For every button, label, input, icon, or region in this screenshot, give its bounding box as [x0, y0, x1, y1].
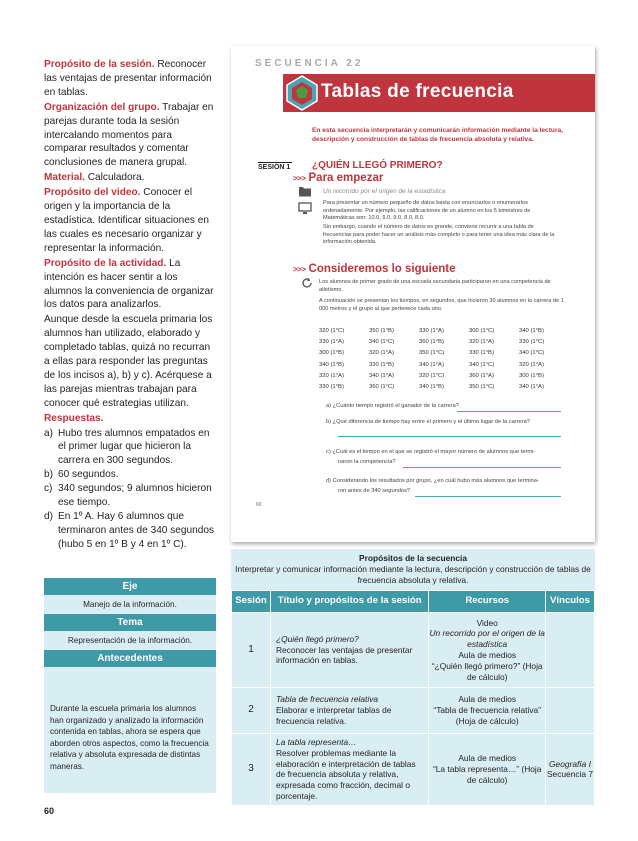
- info-box: [44, 578, 216, 793]
- question-d-1: d) Considerando los resultados por grupo, ¿en cuál hubo más alumnos que termina-: [326, 478, 539, 484]
- sessions-table: [231, 590, 595, 806]
- table-row: [232, 613, 595, 688]
- page-title: Tablas de frecuencia: [321, 81, 514, 102]
- intro-text: En esta secuencia interpretarán y comunicarán información mediante la lectura, descripción y construcción de tablas de frecuencia absoluta y relativa.: [312, 127, 564, 143]
- resource-line: “Tabla de frecuencia relativa” (Hoja de cálculo): [433, 705, 541, 726]
- label-proposito-actividad: Propósito de la actividad.: [44, 257, 167, 269]
- refresh-icon: [301, 277, 313, 289]
- time-entry: 330 (1°B): [469, 350, 494, 357]
- time-entry: 340 (1°B): [319, 361, 344, 368]
- label-proposito-sesion: Propósito de la sesión.: [44, 59, 155, 70]
- paragraph-2: Sin embargo, cuando el número de datos es grande, conviene recurrir a una tabla de frecuencias para poder hacer un análisis más completo o para tener una idea más clara de la información obtenida.: [323, 224, 555, 246]
- answer-item: b) 60 segundos.: [44, 469, 119, 481]
- text-material: Calculadora.: [87, 172, 145, 184]
- time-entry: 320 (1°A): [319, 372, 344, 379]
- page-number: 60: [44, 806, 55, 816]
- label-organizacion: Organización del grupo.: [44, 101, 160, 113]
- text-proposito-actividad: La intención es hacer sentir a los alumnos la conveniencia de organizar los datos para analizarlos.: [44, 257, 214, 311]
- table-header-row: [232, 591, 595, 613]
- session-cell: [270, 613, 428, 688]
- text-proposito-video: Conocer el origen y la importancia de la estadística. Identificar situaciones en las cuales es necesario organizar y representar la información.: [44, 187, 209, 254]
- time-entry: 350 (1°C): [419, 350, 445, 357]
- time-entry: 330 (1°C): [519, 339, 545, 346]
- time-entry: 330 (1°B): [319, 383, 344, 390]
- resources-cell: [429, 734, 546, 806]
- computer-icon: [298, 202, 312, 215]
- time-entry: 340 (1°A): [519, 383, 544, 390]
- resources-cell: [429, 613, 546, 688]
- answer-line: [403, 467, 561, 468]
- question-c-2: naron la competencia?: [338, 459, 396, 465]
- paragraph-3: Los alumnos de primer grado de una escuela secundaria participaron en una competencia de atletismo.: [319, 279, 551, 293]
- time-entry: 360 (1°B): [419, 339, 444, 346]
- time-entry: 300 (1°B): [319, 350, 344, 357]
- resource-line: “¿Quién llegó primero?” (Hoja de cálculo): [431, 660, 543, 682]
- tema-header: Tema: [44, 614, 216, 631]
- sequence-table: [231, 549, 595, 806]
- session-cell: [270, 688, 428, 734]
- question-c-1: c) ¿Cuál es el tiempo en el que se registró el mayor número de alumnos que termi-: [326, 449, 536, 455]
- table-row: [232, 734, 595, 806]
- resource-line: Aula de medios: [458, 753, 517, 764]
- session-title: La tabla representa…: [275, 737, 357, 747]
- answer-line: [457, 411, 561, 412]
- time-entry: 360 (1°C): [369, 383, 395, 390]
- time-entry: 340 (1°C): [469, 361, 495, 368]
- header-titulo: Título y propósitos de la sesión: [270, 591, 428, 613]
- session-title: ¿QUIÉN LLEGÓ PRIMERO?: [312, 160, 443, 171]
- time-entry: 320 (1°C): [319, 328, 345, 334]
- time-entry: 330 (1°A): [319, 339, 344, 346]
- resource-line: Un recorrido por el origen de la estadística: [429, 628, 545, 650]
- session-number: 2: [232, 688, 271, 734]
- links-cell: [546, 688, 595, 734]
- session-title: Tabla de frecuencia relativa: [275, 694, 379, 705]
- header-vinculos: Vínculos: [546, 591, 595, 613]
- antecedentes-text: Durante la escuela primaria los alumnos han organizado y analizado la información contenida en tablas, ahora se espera que aborden otros aspectos, como la frecuencia relativa y absoluta expresada de distintas maneras.: [50, 704, 209, 771]
- answer-item: a) Hubo tres alumnos empatados en el primer lugar que hicieron la carrera en 300 segundos.: [44, 427, 210, 467]
- resource-line: Aula de medios: [458, 650, 517, 660]
- table-row: [232, 688, 595, 734]
- time-entry: 320 (1°A): [469, 339, 494, 346]
- time-entry: 350 (1°C): [469, 383, 495, 390]
- teacher-notes: [44, 58, 216, 552]
- eje-header: Eje: [44, 578, 216, 595]
- purposes-text: Interpretar y comunicar información mediante la lectura, descripción y construcción de tablas de frecuencia absoluta y relativa.: [235, 564, 591, 585]
- paragraph-1: Para presentar un número pequeño de datos basta con enunciarlos o enumerarlos ordenadamente. Por ejemplo, las calificaciones de un alumno en los 5 bimestres de Matemáticas son: 10.0, 9.0, 9.0, 8.0, 8.0.: [323, 200, 531, 222]
- purposes-title: Propósitos de la secuencia: [359, 553, 467, 563]
- time-entry: 330 (1°A): [419, 328, 444, 334]
- label-respuestas: Respuestas.: [44, 412, 104, 424]
- link-subject: Geografía I: [549, 758, 591, 769]
- session-description: Elaborar e interpretar tablas de frecuencia relativa.: [275, 705, 392, 726]
- time-entry: 340 (1°A): [419, 361, 444, 368]
- time-entry: 330 (1°B): [369, 361, 394, 368]
- question-a: a) ¿Cuánto tiempo registró el ganador de la carrera?: [326, 403, 459, 409]
- links-cell: [546, 613, 595, 688]
- time-entry: 360 (1°A): [469, 372, 494, 379]
- time-entry: 340 (1°A): [369, 372, 394, 379]
- session-cell: [270, 734, 428, 806]
- answer-item: c) 340 segundos; 9 alumnos hicieron ese tiempo.: [44, 483, 212, 509]
- resource-line: Video: [476, 617, 498, 628]
- times-data-grid: [319, 328, 569, 390]
- tema-text: Representación de la información.: [67, 636, 193, 645]
- time-entry: 340 (1°B): [519, 328, 544, 334]
- question-d-2: ron antes de 340 segundos?: [338, 488, 411, 494]
- time-entry: 300 (1°B): [519, 372, 544, 379]
- title-band: [283, 74, 595, 112]
- paragraph-4: A continuación se presentan los tiempos, en segundos, que hicieron 30 alumnos en la carrera de 1 000 metros y el grupo al que pertenece cada uno.: [319, 298, 564, 312]
- antecedentes-header: Antecedentes: [44, 650, 216, 667]
- sequence-label: SECUENCIA 22: [255, 58, 364, 69]
- header-sesion: Sesión: [232, 591, 271, 613]
- page-thumbnail: [231, 46, 595, 542]
- links-cell: [546, 734, 595, 806]
- answers-list: [44, 427, 216, 552]
- session-title: ¿Quién llegó primero?: [275, 633, 359, 644]
- section-para-empezar: >>> Para empezar: [293, 172, 384, 184]
- label-proposito-video: Propósito del video.: [44, 187, 141, 199]
- link-sequence: Secuencia 7: [546, 769, 594, 780]
- time-entry: 340 (1°C): [369, 339, 395, 346]
- session-label: SESIÓN 1: [258, 164, 291, 171]
- resources-cell: [429, 688, 546, 734]
- question-b: b) ¿Qué diferencia de tiempo hay entre el primero y el último lugar de la carrera?: [326, 419, 530, 425]
- session-number: 3: [232, 734, 271, 806]
- resource-line: “La tabla representa…” (Hoja de cálculo): [432, 763, 542, 785]
- eje-text: Manejo de la información.: [83, 600, 177, 609]
- video-subtitle: Un recorrido por el origen de la estadística: [323, 188, 446, 195]
- folder-icon: [298, 185, 312, 197]
- answer-line: [415, 496, 561, 497]
- text-proposito-sesion: Reconocer las ventajas de presentar información en tablas.: [44, 59, 212, 98]
- time-entry: 320 (1°A): [519, 361, 544, 368]
- time-entry: 340 (1°B): [419, 383, 444, 390]
- time-entry: 320 (1°A): [369, 350, 394, 357]
- section-consideremos: >>> Consideremos lo siguiente: [293, 263, 456, 275]
- time-entry: 350 (1°B): [369, 328, 394, 334]
- resource-line: Aula de medios: [458, 694, 517, 705]
- label-material: Material.: [44, 172, 85, 184]
- hexagon-logo-icon: [283, 74, 321, 112]
- answer-line: [338, 436, 561, 437]
- header-recursos: Recursos: [429, 591, 546, 613]
- session-description: Resolver problemas mediante la elaboración e interpretación de tablas de frecuencia absoluta y relativa, expresada como fracción, decimal o porcentaje.: [275, 747, 416, 801]
- session-description: Reconocer las ventajas de presentar información en tablas.: [275, 644, 413, 666]
- thumbnail-page-number: 60: [256, 502, 262, 508]
- session-number: 1: [232, 613, 271, 688]
- answer-item: d) En 1º A. Hay 6 alumnos que terminaron antes de 340 segundos (hubo 5 en 1º B y 4 en 1º C).: [44, 511, 214, 550]
- time-entry: 320 (1°C): [419, 372, 445, 379]
- time-entry: 340 (1°C): [519, 350, 545, 357]
- note-text: Aunque desde la escuela primaria los alumnos han utilizado, elaborado y completado tablas, quizá no recurran a ellas para responder las preguntas de los incisos a), b) y c). Acérquese a las parejas mientras trabajan para conocer qué estrategias utilizan.: [44, 314, 213, 409]
- purposes-box: [231, 549, 595, 590]
- time-entry: 300 (1°C): [469, 328, 495, 334]
- text-organizacion: Trabajar en parejas durante toda la sesión intercalando momentos para comparar resultados y comentar conclusiones de manera grupal.: [44, 101, 214, 169]
